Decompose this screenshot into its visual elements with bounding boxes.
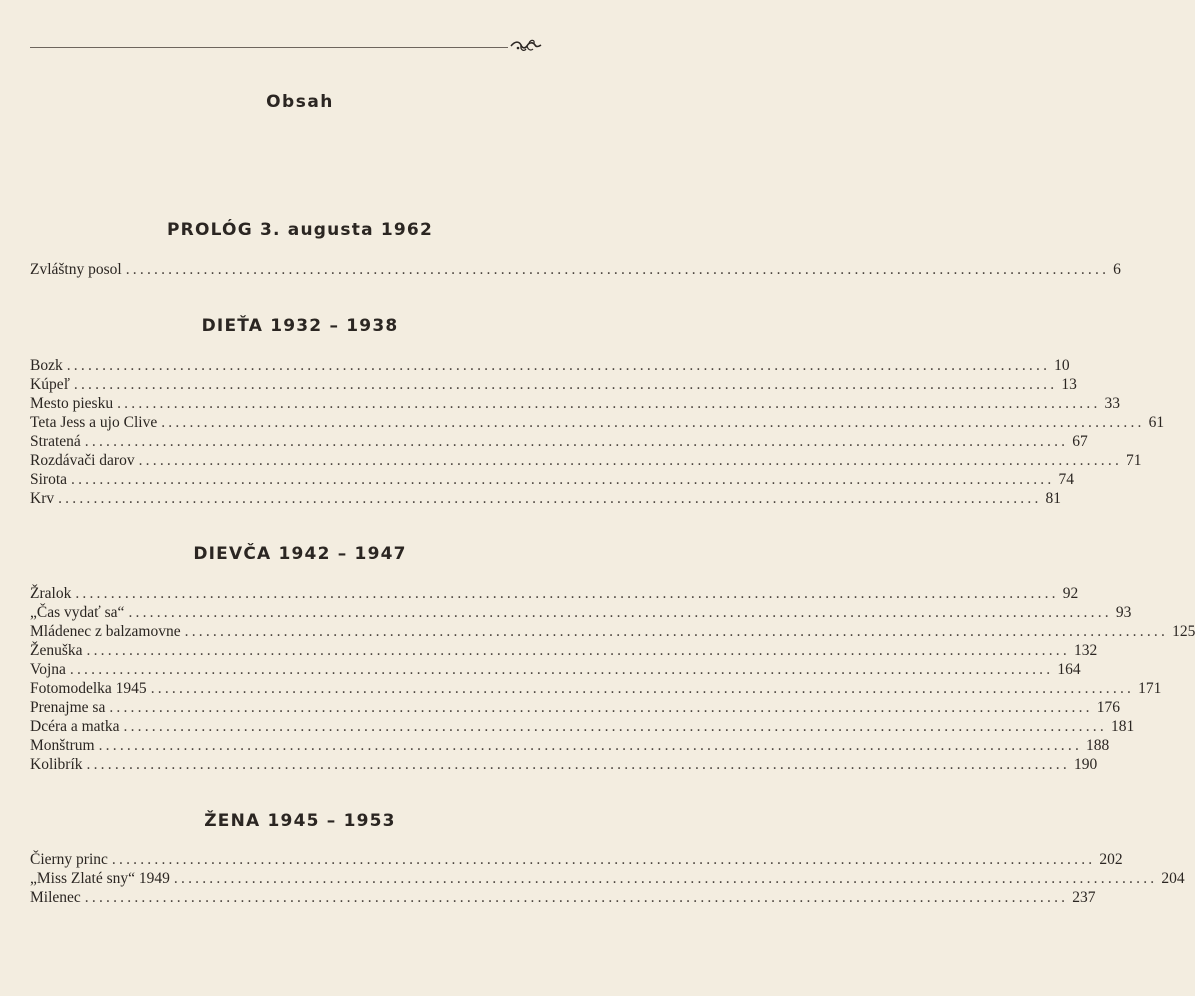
leader-dots: ........................................................................................................................................... xyxy=(117,395,1101,412)
toc-entry xyxy=(30,603,1132,622)
entry-title: Mládenec z balzamovne xyxy=(30,623,181,640)
entry-page: 13 xyxy=(1061,376,1077,393)
leader-dots: ........................................................................................................................................... xyxy=(128,604,1112,621)
toc-entry xyxy=(30,375,1077,394)
leader-dots: ........................................................................................................................................... xyxy=(161,414,1145,431)
entry-title: Krv xyxy=(30,490,55,507)
leader-dots: ........................................................................................................................................... xyxy=(84,433,1069,450)
entry-title: Dcéra a matka xyxy=(30,718,120,735)
leader-dots: ........................................................................................................................................... xyxy=(111,851,1096,868)
section-title: ŽENA 1945 – 1953 xyxy=(204,811,396,831)
toc-heading-text: Obsah xyxy=(266,92,334,112)
entry-page: 74 xyxy=(1058,471,1074,488)
entry-page: 237 xyxy=(1072,889,1096,906)
header-rule xyxy=(30,47,508,48)
leader-dots: ........................................................................................................................................... xyxy=(86,642,1070,659)
section-title: DIEŤA 1932 – 1938 xyxy=(201,316,399,336)
entry-title: Mesto piesku xyxy=(30,395,114,412)
leader-dots: ........................................................................................................................................... xyxy=(125,261,1110,278)
leader-dots: ........................................................................................................................................... xyxy=(138,452,1123,469)
toc-entry xyxy=(30,356,1070,375)
toc-entry xyxy=(30,260,1121,279)
leader-dots: ........................................................................................................................................... xyxy=(98,737,1083,754)
entry-page: 190 xyxy=(1073,756,1098,773)
entry-page: 202 xyxy=(1099,851,1123,868)
entry-page: 188 xyxy=(1086,737,1110,754)
leader-dots: ........................................................................................................................................... xyxy=(173,870,1158,887)
section-title: DIEVČA 1942 – 1947 xyxy=(193,544,407,564)
entry-title: Sirota xyxy=(30,471,68,488)
entry-title: Zvláštny posol xyxy=(30,261,122,278)
toc-entry xyxy=(30,679,1162,698)
entry-page: 67 xyxy=(1072,433,1088,450)
leader-dots: ........................................................................................................................................... xyxy=(184,623,1169,640)
toc-entry xyxy=(30,622,1195,641)
leader-dots: ........................................................................................................................................... xyxy=(84,889,1069,906)
entry-title: Bozk xyxy=(30,357,63,374)
entry-title: Monštrum xyxy=(30,737,95,754)
entry-title: Teta Jess a ujo Clive xyxy=(30,414,158,431)
flourish-ornament-icon xyxy=(509,37,543,55)
entry-page: 61 xyxy=(1148,414,1165,431)
entry-page: 6 xyxy=(1113,261,1121,278)
toc-entry xyxy=(30,717,1135,736)
toc-entry xyxy=(30,451,1142,470)
entry-title: Rozdávači darov xyxy=(30,452,135,469)
leader-dots: ........................................................................................................................................... xyxy=(71,471,1055,488)
leader-dots: ........................................................................................................................................... xyxy=(109,699,1093,716)
entry-title: Čierny princ xyxy=(30,851,108,868)
entry-page: 176 xyxy=(1096,699,1121,716)
toc-entry xyxy=(30,394,1121,413)
entry-title: Milenec xyxy=(30,889,81,906)
leader-dots: ........................................................................................................................................... xyxy=(75,585,1059,602)
toc-entry xyxy=(30,489,1062,508)
entry-title: Fotomodelka 1945 xyxy=(30,680,147,697)
toc-entry xyxy=(30,470,1074,489)
entry-page: 204 xyxy=(1161,870,1185,887)
toc-entry xyxy=(30,755,1098,774)
leader-dots: ........................................................................................................................................... xyxy=(69,661,1054,678)
entry-title: Žralok xyxy=(30,585,72,602)
entry-title: Kolibrík xyxy=(30,756,83,773)
entry-page: 81 xyxy=(1045,490,1062,507)
entry-page: 181 xyxy=(1110,718,1135,735)
toc-entry xyxy=(30,432,1088,451)
toc-entry xyxy=(30,641,1098,660)
toc-entry xyxy=(30,888,1096,907)
toc-entry xyxy=(30,698,1121,717)
entry-page: 33 xyxy=(1104,395,1121,412)
toc-entry xyxy=(30,584,1079,603)
entry-page: 93 xyxy=(1115,604,1132,621)
leader-dots: ........................................................................................................................................... xyxy=(73,376,1058,393)
section-title: PROLÓG 3. augusta 1962 xyxy=(167,220,433,240)
entry-title: „Čas vydať sa“ xyxy=(30,604,125,621)
toc-heading xyxy=(0,92,600,112)
toc-entry xyxy=(30,660,1081,679)
entry-page: 10 xyxy=(1054,357,1070,374)
toc-entry xyxy=(30,736,1110,755)
entry-page: 71 xyxy=(1126,452,1142,469)
entry-title: Ženuška xyxy=(30,642,83,659)
leader-dots: ........................................................................................................................................... xyxy=(150,680,1135,697)
entry-page: 92 xyxy=(1062,585,1079,602)
entry-title: Kúpeľ xyxy=(30,376,70,393)
entry-title: „Miss Zlaté sny“ 1949 xyxy=(30,870,170,887)
leader-dots: ........................................................................................................................................... xyxy=(86,756,1070,773)
leader-dots: ........................................................................................................................................... xyxy=(66,357,1051,374)
entry-title: Prenajme sa xyxy=(30,699,106,716)
toc-entry xyxy=(30,413,1165,432)
leader-dots: ........................................................................................................................................... xyxy=(123,718,1107,735)
toc-entry xyxy=(30,850,1123,869)
entry-title: Stratená xyxy=(30,433,81,450)
toc-entry xyxy=(30,869,1185,888)
entry-page: 125 xyxy=(1172,623,1195,640)
entry-page: 132 xyxy=(1073,642,1098,659)
leader-dots: ........................................................................................................................................... xyxy=(58,490,1042,507)
entry-page: 164 xyxy=(1057,661,1081,678)
entry-title: Vojna xyxy=(30,661,66,678)
entry-page: 171 xyxy=(1138,680,1162,697)
